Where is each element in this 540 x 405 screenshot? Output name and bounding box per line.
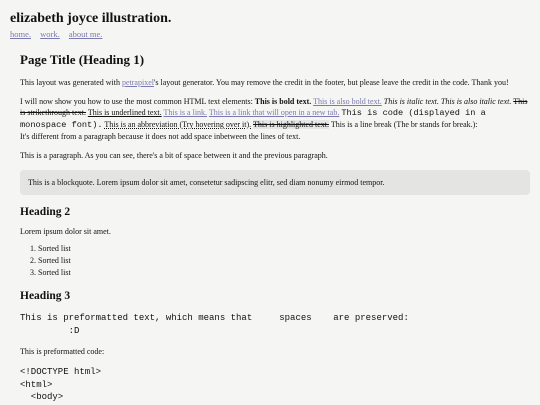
- spacing-paragraph: This is a paragraph. As you can see, there's a bit of space between it and the previous paragraph.: [20, 151, 328, 160]
- intro-text-1: This layout was generated with: [20, 78, 122, 87]
- code-text: This is code (displayed in a monospace font).: [20, 108, 486, 130]
- underlined-text: This is underlined text.: [87, 108, 162, 117]
- site-header: [0, 0, 540, 40]
- preformatted-code-label: This is preformatted code:: [20, 347, 105, 356]
- line-break-text-2: It's different from a paragraph because it does not add space inbetween the lines of text.: [20, 132, 301, 141]
- plain-link[interactable]: This is a link.: [163, 108, 208, 117]
- heading-3: Heading 3: [20, 290, 71, 302]
- list-item: 3. Sorted list: [38, 267, 530, 279]
- preformatted-text: This is preformatted text, which means that spaces are preserved: :D: [20, 313, 409, 336]
- highlighted-text: This is highlighted text.: [253, 120, 330, 129]
- petrapixel-link[interactable]: petrapixel: [121, 78, 154, 87]
- heading-2: Heading 2: [20, 206, 71, 218]
- nav-link-work[interactable]: work.: [40, 29, 60, 39]
- page-title: Page Title (Heading 1): [20, 52, 145, 67]
- intro-paragraph: [20, 77, 530, 88]
- main-nav: [10, 29, 540, 40]
- lorem-paragraph: Lorem ipsum dolor sit amet.: [20, 227, 111, 236]
- abbreviation-text[interactable]: This is an abbreviation (Try hovering over it).: [104, 120, 252, 129]
- list-item: 2. Sorted list: [38, 255, 530, 267]
- italic-text: This is italic text.: [383, 97, 439, 106]
- nav-link-home[interactable]: home.: [10, 29, 32, 39]
- bold-link[interactable]: This is also bold text.: [313, 97, 382, 106]
- site-title: elizabeth joyce illustration.: [10, 11, 172, 26]
- italic-text-2: This is also italic text.: [440, 97, 512, 106]
- bold-text: This is bold text.: [254, 97, 312, 106]
- list-item: 1. Sorted list: [38, 243, 530, 255]
- elements-lead: I will now show you how to use the most common HTML text elements:: [20, 97, 255, 106]
- new-tab-link[interactable]: This is a link that will open in a new tab.: [208, 108, 340, 117]
- line-break-text: This is a line break (The br stands for break.):: [330, 120, 478, 129]
- intro-text-2: 's layout generator. You may remove the credit in the footer, but please leave the credit in the code. Thank you!: [153, 78, 509, 87]
- text-elements-paragraph: [20, 96, 530, 142]
- nav-link-about[interactable]: about me.: [68, 29, 103, 39]
- strikethrough-text: This is strikethrough text.: [20, 97, 528, 117]
- main-content: [0, 52, 540, 404]
- blockquote: This is a blockquote. Lorem ipsum dolor sit amet, consetetur sadipscing elitr, sed diam nonumy eirmod tempor.: [20, 170, 530, 195]
- preformatted-code: <!DOCTYPE html> <html> <body>: [20, 367, 102, 402]
- sorted-list: [20, 243, 530, 279]
